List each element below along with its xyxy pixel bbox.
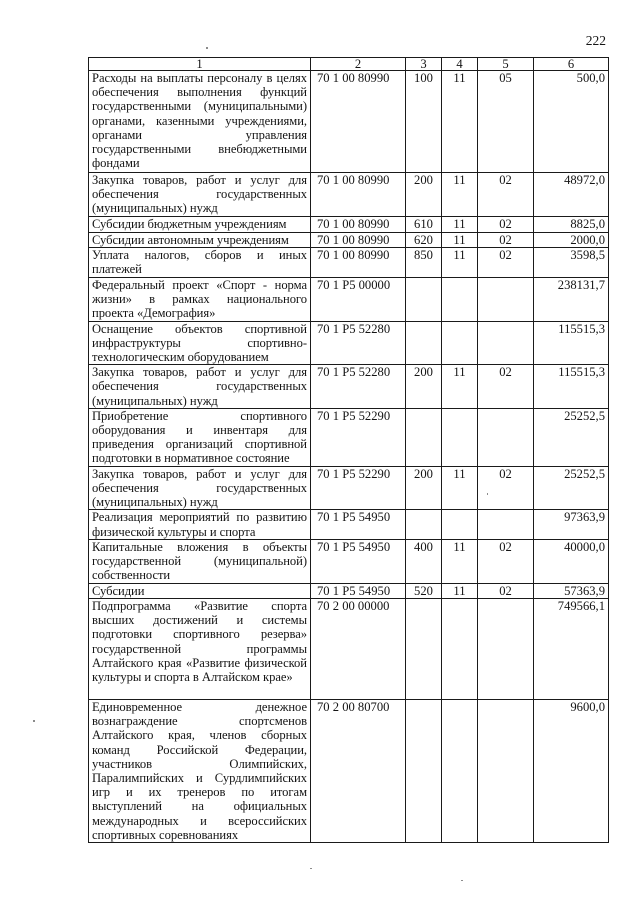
row-amount-cell: 749566,1 <box>534 599 609 700</box>
row-amount-cell: 40000,0 <box>534 539 609 583</box>
row-name-cell: Федеральный проект «Спорт - норма жизни» в рамках национального проекта «Демография» <box>89 277 311 321</box>
row-subsection-cell: 02 <box>478 365 534 409</box>
row-expense-type-cell: 850 <box>406 248 442 277</box>
row-code-cell: 70 1 00 80990 <box>311 217 406 233</box>
row-subsection-cell <box>478 599 534 700</box>
row-code-cell: 70 1 00 80990 <box>311 173 406 217</box>
table-row <box>89 217 609 233</box>
row-section-cell <box>442 599 478 700</box>
scan-speck <box>206 47 208 49</box>
row-subsection-cell: 02 <box>478 233 534 248</box>
row-subsection-cell: 05 <box>478 71 534 173</box>
row-subsection-cell <box>478 277 534 321</box>
row-amount-cell: 238131,7 <box>534 277 609 321</box>
row-subsection-cell <box>478 700 534 843</box>
row-name-cell: Субсидии <box>89 583 311 598</box>
row-subsection-cell <box>478 408 534 466</box>
row-name-cell: Реализация мероприятий по развитию физической культуры и спорта <box>89 510 311 539</box>
row-subsection-cell: 02 <box>478 466 534 510</box>
row-section-cell <box>442 277 478 321</box>
row-amount-cell: 25252,5 <box>534 466 609 510</box>
row-code-cell: 70 2 00 80700 <box>311 700 406 843</box>
row-name-cell: Приобретение спортивного оборудования и инвентаря для приведения организаций спортивной подготовки в нормативное состояние <box>89 408 311 466</box>
row-name-cell: Оснащение объектов спортивной инфраструктуры спортивно-технологическим оборудованием <box>89 321 311 365</box>
table-row <box>89 599 609 700</box>
row-subsection-cell: 02 <box>478 539 534 583</box>
table-row <box>89 365 609 409</box>
row-expense-type-cell: 400 <box>406 539 442 583</box>
row-name-cell: Капитальные вложения в объекты государственной (муниципальной) собственности <box>89 539 311 583</box>
row-expense-type-cell <box>406 321 442 365</box>
table-row <box>89 277 609 321</box>
row-name-cell: Субсидии бюджетным учреждениям <box>89 217 311 233</box>
row-amount-cell: 115515,3 <box>534 321 609 365</box>
row-subsection-cell: 02 <box>478 248 534 277</box>
table-header-row <box>89 58 609 71</box>
row-subsection-cell <box>478 510 534 539</box>
row-subsection-cell: 02 <box>478 173 534 217</box>
row-section-cell: 11 <box>442 248 478 277</box>
scan-speck <box>310 868 312 869</box>
row-subsection-cell <box>478 321 534 365</box>
table-row <box>89 233 609 248</box>
row-amount-cell: 25252,5 <box>534 408 609 466</box>
row-name-cell: Уплата налогов, сборов и иных платежей <box>89 248 311 277</box>
table-row <box>89 173 609 217</box>
table-row <box>89 510 609 539</box>
row-section-cell <box>442 510 478 539</box>
row-code-cell: 70 1 P5 54950 <box>311 583 406 598</box>
row-subsection-cell: 02 <box>478 583 534 598</box>
header-cell-6: 6 <box>534 58 609 71</box>
row-code-cell: 70 1 00 80990 <box>311 248 406 277</box>
table-row <box>89 700 609 843</box>
header-cell-2: 2 <box>311 58 406 71</box>
row-amount-cell: 3598,5 <box>534 248 609 277</box>
scan-speck <box>487 493 488 495</box>
row-name-cell: Закупка товаров, работ и услуг для обеспечения государственных (муниципальных) нужд <box>89 365 311 409</box>
row-expense-type-cell: 620 <box>406 233 442 248</box>
page-number: 222 <box>585 33 606 48</box>
row-expense-type-cell: 200 <box>406 365 442 409</box>
row-amount-cell: 9600,0 <box>534 700 609 843</box>
row-name-cell: Единовременное денежное вознаграждение спортсменов Алтайского края, членов сборных команд Российской Федерации, участников Олимпийских, Паралимпийских и Сурдлимпийских игр и их тренеров по итогам выступлений на официальных международных и всероссийских спортивных соревнованиях <box>89 700 311 843</box>
row-code-cell: 70 1 P5 52280 <box>311 321 406 365</box>
row-name-cell: Закупка товаров, работ и услуг для обеспечения государственных (муниципальных) нужд <box>89 173 311 217</box>
row-code-cell: 70 1 00 80990 <box>311 233 406 248</box>
row-section-cell: 11 <box>442 583 478 598</box>
row-expense-type-cell: 610 <box>406 217 442 233</box>
row-code-cell: 70 1 P5 00000 <box>311 277 406 321</box>
row-code-cell: 70 1 00 80990 <box>311 71 406 173</box>
budget-table <box>88 57 609 843</box>
row-expense-type-cell <box>406 277 442 321</box>
row-expense-type-cell: 520 <box>406 583 442 598</box>
row-name-cell: Расходы на выплаты персоналу в целях обеспечения выполнения функций государственными (муниципальными) органами, казенными учреждениями, органами управления государственными внебюджетными фондами <box>89 71 311 173</box>
row-amount-cell: 97363,9 <box>534 510 609 539</box>
row-amount-cell: 115515,3 <box>534 365 609 409</box>
row-code-cell: 70 1 P5 54950 <box>311 539 406 583</box>
row-amount-cell: 57363,9 <box>534 583 609 598</box>
row-amount-cell: 500,0 <box>534 71 609 173</box>
row-amount-cell: 2000,0 <box>534 233 609 248</box>
row-expense-type-cell <box>406 599 442 700</box>
header-cell-5: 5 <box>478 58 534 71</box>
row-name-cell: Субсидии автономным учреждениям <box>89 233 311 248</box>
header-cell-1: 1 <box>89 58 311 71</box>
row-name-cell: Подпрограмма «Развитие спорта высших достижений и системы подготовки спортивного резерва» государственной программы Алтайского края «Развитие физической культуры и спорта в Алтайском крае» <box>89 599 311 700</box>
row-code-cell: 70 1 P5 52290 <box>311 408 406 466</box>
row-section-cell <box>442 700 478 843</box>
table-row <box>89 71 609 173</box>
table-row <box>89 539 609 583</box>
row-code-cell: 70 1 P5 54950 <box>311 510 406 539</box>
row-expense-type-cell <box>406 700 442 843</box>
scan-speck <box>461 880 463 881</box>
table-row <box>89 583 609 598</box>
row-section-cell <box>442 408 478 466</box>
row-amount-cell: 8825,0 <box>534 217 609 233</box>
row-expense-type-cell <box>406 510 442 539</box>
table-row <box>89 408 609 466</box>
header-cell-4: 4 <box>442 58 478 71</box>
row-expense-type-cell <box>406 408 442 466</box>
table-row <box>89 321 609 365</box>
row-name-cell: Закупка товаров, работ и услуг для обеспечения государственных (муниципальных) нужд <box>89 466 311 510</box>
row-section-cell: 11 <box>442 217 478 233</box>
row-section-cell: 11 <box>442 173 478 217</box>
row-code-cell: 70 2 00 00000 <box>311 599 406 700</box>
row-section-cell: 11 <box>442 466 478 510</box>
row-section-cell: 11 <box>442 233 478 248</box>
row-section-cell <box>442 321 478 365</box>
header-cell-3: 3 <box>406 58 442 71</box>
row-code-cell: 70 1 P5 52290 <box>311 466 406 510</box>
row-expense-type-cell: 200 <box>406 466 442 510</box>
row-expense-type-cell: 100 <box>406 71 442 173</box>
row-section-cell: 11 <box>442 365 478 409</box>
row-expense-type-cell: 200 <box>406 173 442 217</box>
scan-speck <box>33 720 35 722</box>
row-amount-cell: 48972,0 <box>534 173 609 217</box>
table-row <box>89 466 609 510</box>
row-subsection-cell: 02 <box>478 217 534 233</box>
table-row <box>89 248 609 277</box>
row-code-cell: 70 1 P5 52280 <box>311 365 406 409</box>
row-section-cell: 11 <box>442 539 478 583</box>
row-section-cell: 11 <box>442 71 478 173</box>
